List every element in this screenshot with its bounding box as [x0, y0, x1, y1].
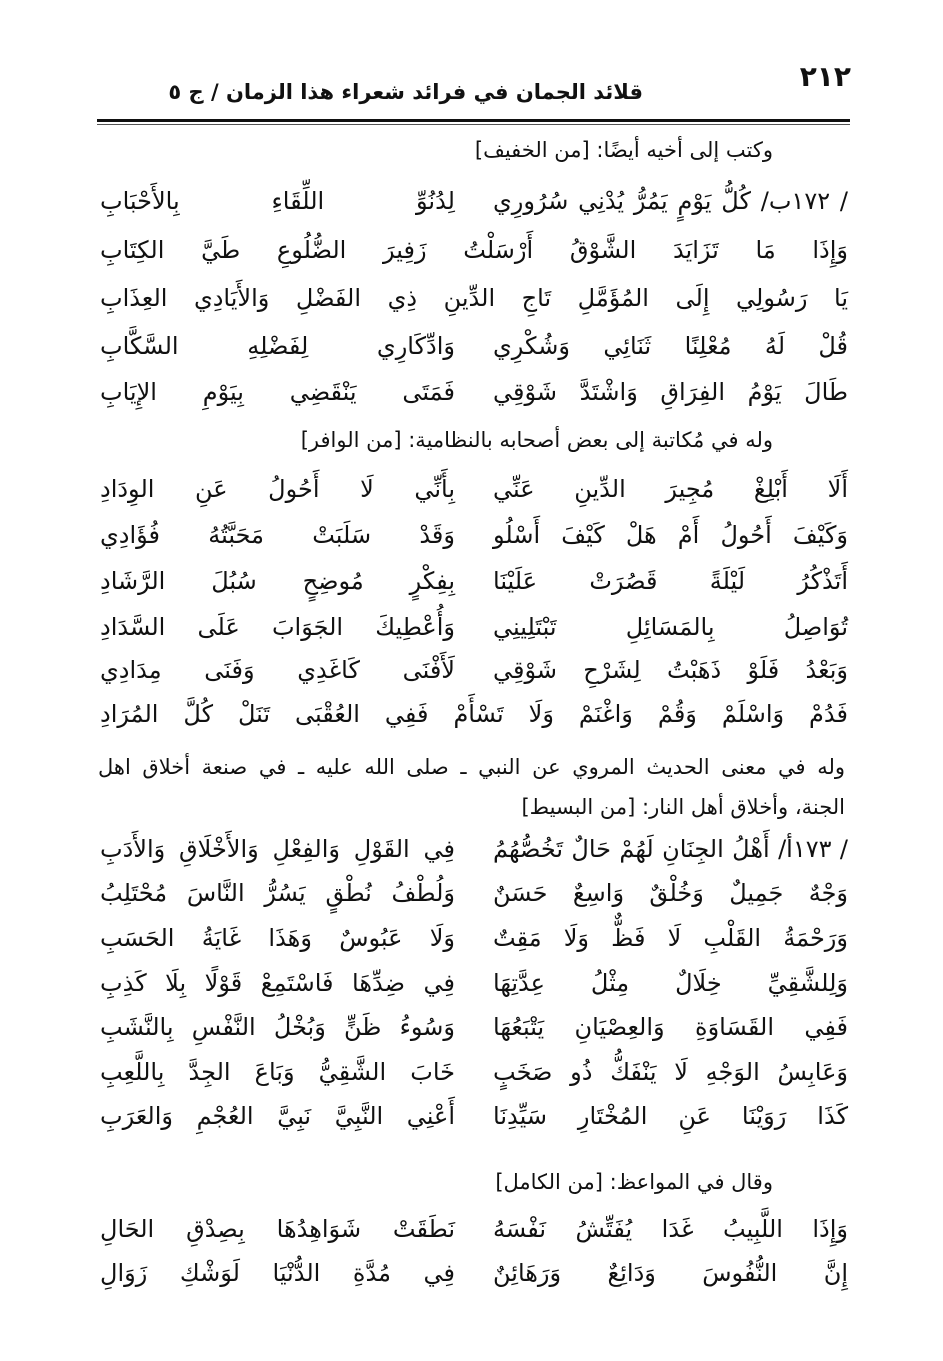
page-number: ٢١٢ — [799, 60, 851, 93]
verse-first-hemistich: إِنَّ النُّفُوسَ وَدَائِعٌ وَرَهَائِنٌ — [493, 1259, 848, 1287]
verse-second-hemistich: لَأَفْنَى كَاغَدِي وَفَنَى مِدَادِي — [100, 656, 455, 684]
verse-second-hemistich: وَسُوءُ ظَنٍّ وَبُخْلُ النَّفْسِ بِالنَّشَبِ — [100, 1013, 455, 1041]
verse-first-hemistich: طَالَ يَوْمُ الفِرَاقِ وَاشْتَدَّ شَوْقِي — [493, 378, 848, 406]
section-intro: وقال في المواعظ: [من الكامل] — [495, 1170, 773, 1194]
verse-second-hemistich: وَادِّكَارِي لِفَضْلِهِ السَّكَّابِ — [100, 332, 455, 360]
section-intro: وله في مُكاتبة إلى بعض أصحابه بالنظامية: [من الوافر] — [300, 428, 773, 452]
verse-first-hemistich: وَلِلشَّقِيِّ خِلَالٌ مِثْلُ عِدَّتِهَا — [493, 969, 848, 997]
verse-first-hemistich: تُوَاصِلُ بِالمَسَائِلِ تَبْتَلِينِي — [493, 613, 848, 641]
verse-second-hemistich: وَقَدْ سَلَبَتْ مَحَبَّتُهُ فُؤَادِي — [100, 521, 455, 549]
verse-first-hemistich: قُلْ لَهُ مُعْلِنًا ثَنَائِي وَشُكْرِي — [493, 332, 848, 360]
verse-full-line: يَا رَسُولِي إِلَى المُؤَمَّلِ تَاجِ الدِّينِ ذِي الفَضْلِ وَالأَيَادِي العِذَابِ — [100, 284, 848, 312]
verse-first-hemistich: وَجْهٌ جَمِيلٌ وَخُلْقٌ وَاسِعٌ حَسَنٌ — [493, 879, 848, 907]
verse-first-hemistich: / ١٧٣أ/ أَهْلُ الجِنَانِ لَهُمْ حَالٌ تَخُصُّهُمُ — [493, 835, 848, 863]
verse-second-hemistich: فِي مُدَّةِ الدُّنْيَا لَوَشْكِ زَوَالِ — [100, 1259, 455, 1287]
verse-first-hemistich: أَتَذْكُرُ لَيْلَةً قَصُرَتْ عَلَيْنَا — [493, 567, 848, 595]
verse-first-hemistich: / ١٧٢ب/ كُلُّ يَوْمٍ يَمُرُّ يُدْنِي سُرُورِي — [493, 187, 849, 215]
verse-second-hemistich: أَعْنِي النَّبِيَّ نَبِيَّ العُجْمِ وَالعَرَبِ — [100, 1102, 455, 1130]
verse-second-hemistich: فِي ضِدِّهَا فَاسْتَمِعْ قَوْلًا بِلَا كَذِبِ — [100, 969, 455, 997]
section-intro: وله في معنى الحديث المروي عن النبي ـ صلى الله عليه ـ في صنعة أخلاق اهل — [98, 755, 845, 779]
verse-second-hemistich: وَلُطْفُ نُطْقٍ يَسُرُّ النَّاسَ مُحْتَلِبُ — [100, 879, 455, 907]
verse-second-hemistich: بِفِكْرٍ مُوضِحٍ سُبُلَ الرَّشَادِ — [100, 567, 455, 595]
verse-second-hemistich: نَطَقَتْ شَوَاهِدُهَا بِصِدْقِ الحَالِ — [100, 1215, 455, 1243]
verse-first-hemistich: وَبَعْدُ فَلَوْ ذَهَبْتُ لِشَرْحِ شَوْقِي — [493, 656, 848, 684]
section-intro-continued: الجنة، وأخلاق أهل النار: [من البسيط] — [521, 795, 845, 819]
verse-second-hemistich: وَأُعْطِيكَ الجَوَابَ عَلَى السَّدَادِ — [100, 613, 455, 641]
verse-full-line: وَإِذَا مَا تَزَايَدَ الشَّوْقُ أَرْسَلْتُ زَفِيرَ الضُّلُوعِ طَيَّ الكِتَابِ — [100, 236, 848, 264]
verse-second-hemistich: فَمَتَى يَنْقَضِي بِيَوْمِ الإِيَابِ — [100, 378, 455, 406]
verse-first-hemistich: كَذَا رَوَيْنَا عَنِ المُخْتَارِ سَيِّدِنَا — [493, 1102, 848, 1130]
verse-second-hemistich: وَلَا عَبُوسٌ وَهَذَا غَايَةُ الحَسَبِ — [100, 924, 455, 952]
verse-first-hemistich: فَفِي القَسَاوَةِ وَالعِصْيَانِ يَتْبَعُهَا — [493, 1013, 848, 1041]
verse-first-hemistich: وَرَحْمَةُ القَلْبِ لَا فَظٌّ وَلَا مَقِتٌ — [493, 924, 848, 952]
verse-second-hemistich: خَابَ الشَّقِيُّ وَبَاعَ الجِدَّ بِاللَّعِبِ — [100, 1058, 455, 1086]
verse-second-hemistich: فِي القَوْلِ وَالفِعْلِ وَالأَخْلَاقِ وَالأَدَبِ — [100, 835, 455, 863]
header-rule-thin — [97, 124, 850, 125]
verse-first-hemistich: وَكَيْفَ أَحُولُ أَمْ هَلْ كَيْفَ أَسْلُو — [493, 521, 848, 549]
section-intro: وكتب إلى أخيه أيضًا: [من الخفيف] — [474, 138, 773, 162]
verse-first-hemistich: أَلَا أَبْلِغْ مُجِيرَ الدِّينِ عَنِّي — [493, 475, 848, 503]
verse-full-line: فَدُمْ وَاسْلَمْ وَقُمْ وَاغْنَمْ وَلَا تَسْأَمْ فَفِي العُقْبَى تَنَلْ كُلَّ المُرَادِ — [100, 700, 848, 728]
header-rule — [97, 119, 850, 122]
verse-second-hemistich: بِأَنِّي لَا أَحُولُ عَنِ الوِدَادِ — [100, 475, 455, 503]
verse-first-hemistich: وَإِذَا اللَّبِيبُ غَدَا يُفَتِّشُ نَفْسَهُ — [493, 1215, 848, 1243]
verse-first-hemistich: وَعَابِسُ الوَجْهِ لَا يَنْفَكُّ ذُو صَخَبٍ — [493, 1058, 848, 1086]
verse-second-hemistich: لِدُنُوِّ اللِّقَاءِ بِالأَحْبَابِ — [100, 187, 455, 215]
running-title: قلائد الجمان في فرائد شعراء هذا الزمان / ج ٥ — [168, 80, 643, 104]
